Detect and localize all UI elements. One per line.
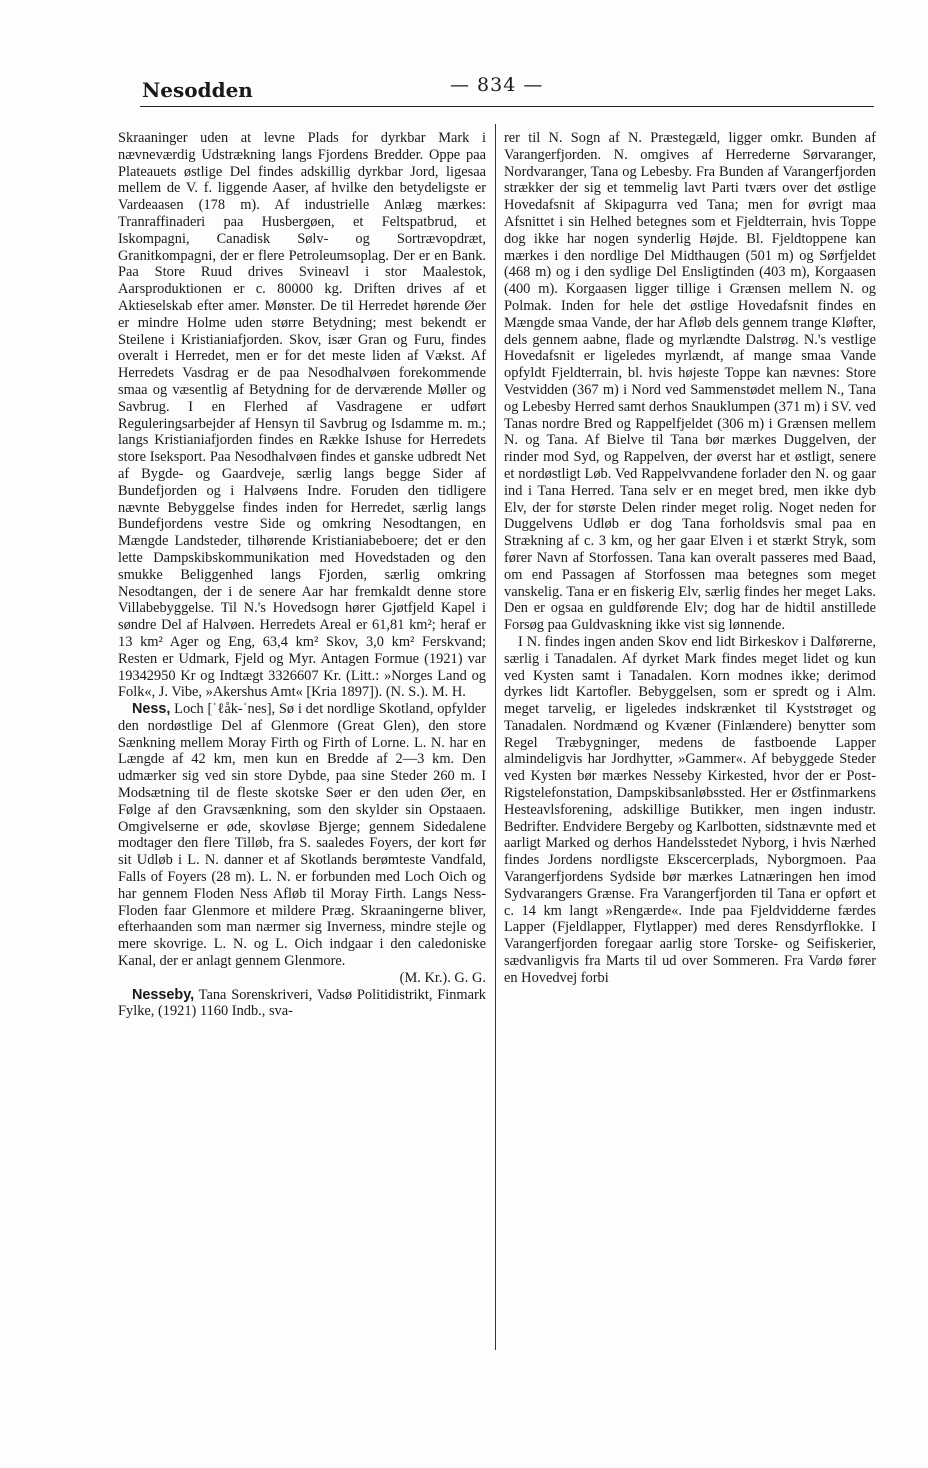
right-column bbox=[504, 130, 876, 987]
ness-signature: (M. Kr.). G. G. bbox=[399, 969, 486, 986]
ness-entry bbox=[118, 701, 486, 970]
nesseby-entry bbox=[118, 987, 486, 1021]
header-rule bbox=[140, 106, 874, 107]
nesseby-entry-body: Tana Sorenskriveri, Vadsø Politidistrikt, Finmark Fylke, (1921) 1160 Indb., sva- bbox=[118, 986, 486, 1020]
column-divider bbox=[495, 124, 496, 1350]
nesseby-headword: Nesseby, bbox=[132, 986, 195, 1003]
running-title: Nesodden bbox=[142, 78, 253, 102]
nesseby-paragraph-2: I N. findes ingen anden Skov end lidt Birkeskov i Dalførerne, særlig i Tanadalen. Af dyrket Mark findes meget lidet og kun ved Kysten samt i Tanadalen. Korn modnes ikke; derimod dyrkes lidt Kartofler. Bebyggelsen, som er spredt og i Alm. meget tarvelig, er ligeledes indskrænket til Kyststrøget og Tanadalen. Nordmænd og Kvæner (Finlændere) benytter som Regel Træbygninger, medens de fastboende Lapper almindeligvis har Jordhytter, »Gammer«. Af bebyggede Steder ved Kysten bør mærkes Nesseby Kirkested, hvor der er Post-Rigstelefonstation, Dampskibsanløbssted. Her er Østfinmarkens Hesteavlsforening, adskillige Butikker, men ingen industr. Bedrifter. Endvidere Bergeby og Karlbotten, sidstnævnte med et aarligt Marked og derhos Handelsstedet Nyborg, i hvis Nærhed findes Jordens nordligste Ekscercerplads, Nyborgmoen. Paa Varangerfjordens Sydside bør mærkes Latnæringen hen imod Sydvarangers Grænse. Fra Varangerfjorden til Tana er opført et c. 14 km langt »Rengærde«. Inde paa Fjeldvidderne færdes Lapper (Fjeldlapper, Flytlapper) med deres Rensdyrflokke. I Varangerfjorden foregaar aarlig store Torske- og Seifiskerier, sædvanligvis fra Marts til ud over Sommeren. Fra Vardø fører en Hovedvej forbi bbox=[504, 633, 876, 986]
left-column bbox=[118, 130, 486, 1020]
ness-headword: Ness, bbox=[132, 701, 171, 718]
ness-entry-body: Loch [ˈℓåk-ˈnes], Sø i det nordlige Skotland, opfylder den nordøstlige Del af Glenmore (Great Glen), den store Sænkning mellem Moray Firth og Firth of Lorne. L. N. har en Længde af 42 km, men kun en Bredde af 2—3 km. Den udmærker sig ved sin store Dybde, paa sine Steder 260 m. I Modsætning til de fleste skotske Søer er den uden Øer, en Følge af den Gravsænkning, som den skylder sin Opstaaen. Omgivelserne er øde, skovløse Bjerge; gennem Sidedalene modtager den flere Tilløb, fra S. saaledes Foyers, der kort før sit Udløb i L. N. danner et af Skotlands berømteste Vandfald, Falls of Foyers (28 m). L. N. er forbunden med Loch Oich og har gennem Floden Ness Afløb til Moray Firth. Langs Ness-Floden faar Glenmore et mildere Præg. Skraaningerne bliver, efterhaanden som man nærmer sig Inverness, mindre stejle og mere skovrige. L. N. og L. Oich indgaar i den caledoniske Kanal, der er anlagt gennem Glenmore. bbox=[118, 701, 486, 970]
page-number: — 834 — bbox=[450, 74, 544, 96]
nesseby-continuation: rer til N. Sogn af N. Præstegæld, ligger omkr. Bunden af Varangerfjorden. N. omgives af Herrederne Sørvaranger, Nordvaranger, Tana og Lebesby. Fra Bunden af Varangerfjorden strækker der sig et temmelig lavt Parti tværs over det østlige Hovedafsnit af Skipagurra ved Tana; men for øvrigt maa Afsnittet i sin Helhed betegnes som et Fjeldterrain, hvis Toppe dog ikke har nogen synderlig Højde. Bl. Fjeldtoppene kan mærkes i den nordlige Del Midthaugen (501 m) og Sørfjeldet (468 m) og i den sydlige Del Ensligtinden (403 m), Korgaasen (400 m). Korgaasen ligger tillige i Grænsen mellem N. og Polmak. Inden for hele det østlige Hovedafsnit findes en Mængde smaa Vande, der har Afløb dels gennem trange Kløfter, dels gennem aabne, flade og myrlændte Dalstrøg. N.'s vestlige Hovedafsnit er ligeledes myrlændt, af mange smaa Vande opfyldt Fjeldterrain, bl. hvis højeste Toppe kan nævnes: Store Vestvidden (367 m) i Nord ved Sammenstødet mellem N., Tana og Lebesby Herred samt derhos Snauklumpen (371 m) i SV. ved Tanas nordre Bred og Rappelfjeldet (306 m) i Grænsen mellem N. og Tana. Af Bielve til Tana bør mærkes Duggelven, der rinder mod Syd, og Rappelven, der øverst har et østligt, senere et nordøstligt Løb. Ved Rappelvvandene forlader den N. og gaar ind i Tana Herred. Tana selv er en meget bred, men ikke dyb Elv, der for største Delen rinder meget rolig. Noget neden for Duggelvens Udløb er dog Tana forholdsvis smal paa en Strækning af c. 3 km, og her gaar Elven i et stærkt Stryk, som fører Navn af Storfossen. Tana kan overalt passeres med Baad, om end Passagen af Storfossen maa betegnes som meget vanskelig. Tana er en fiskerig Elv, særlig findes her meget Laks. Den er ogsaa en guldførende Elv; dog har de hidtil anstillede Forsøg paa Guldvaskning ikke vist sig lønnende. bbox=[504, 130, 876, 634]
nesodden-continuation: Skraaninger uden at levne Plads for dyrkbar Mark i nævneværdig Udstrækning langs Fjordens Bredder. Oppe paa Plateauets østlige Del findes adskillig dyrkbar Jord, ligesaa mellem de V. f. liggende Aaser, af hvilke den betydeligste er Vardeaasen (178 m). Af industrielle Anlæg mærkes: Tranraffinaderi paa Husbergøen, et Feltspatbrud, et Iskompagni, Canadisk Sølv- og Sortrævopdræt, Granitkompagni, der er flere Petroleumsoplag. Der er en Bank. Paa Store Ruud drives Svineavl i stor Maalestok, Aarsproduktionen er c. 80000 kg. Driften drives af et Aktieselskab efter amer. Mønster. De til Herredet hørende Øer er mindre Holme uden større Betydning; mest bekendt er Steilene i Kristianiafjorden. Skov, især Gran og Furu, findes overalt i Herredet, men er for det meste liden af Vækst. Af Herredets Vasdrag er de paa Nesodhalvøen forekommende smaa og væsentlig af Betydning for de derværende Møller og Savbrug. I en Flerhed af Vasdragene er udført Reguleringsarbejder af Hensyn til Savbrug og Isdamme m. m.; langs Kristianiafjorden findes en Række Ishuse for Herredets store Iseksport. Paa Nesodhalvøen findes et ganske udbredt Net af Bygde- og Gaardveje, særlig langs begge Sider af Bundefjorden og i Halvøens Indre. Foruden den tidligere nævnte Bebyggelse findes inden for Herredet, særlig langs Bundefjordens vestre Side og omkring Nesodtangen, en Mængde Landsteder, tilhørende Kristianiabeboere; det er den lette Dampskibskommunikation med Hovedstaden og den smukke Beliggenhed langs Fjorden, særlig omkring Nesodtangen, der i de senere Aar har fremkaldt denne store Villabebyggelse. Til N.'s Hovedsogn hører Gjøtfjeld Kapel i søndre Del af Halvøen. Herredets Areal er 61,81 km²; heraf er 13 km² Ager og Eng, 63,4 km² Skov, 3,0 km² Ferskvand; Resten er Udmark, Fjeld og Myr. Antagen Formue (1921) var 19342950 Kr og Indtægt 3326607 Kr. (Litt.: »Norges Land og Folk«, J. Vibe, »Akershus Amt« [Kria 1897]). (N. S.). M. H. bbox=[118, 130, 486, 701]
